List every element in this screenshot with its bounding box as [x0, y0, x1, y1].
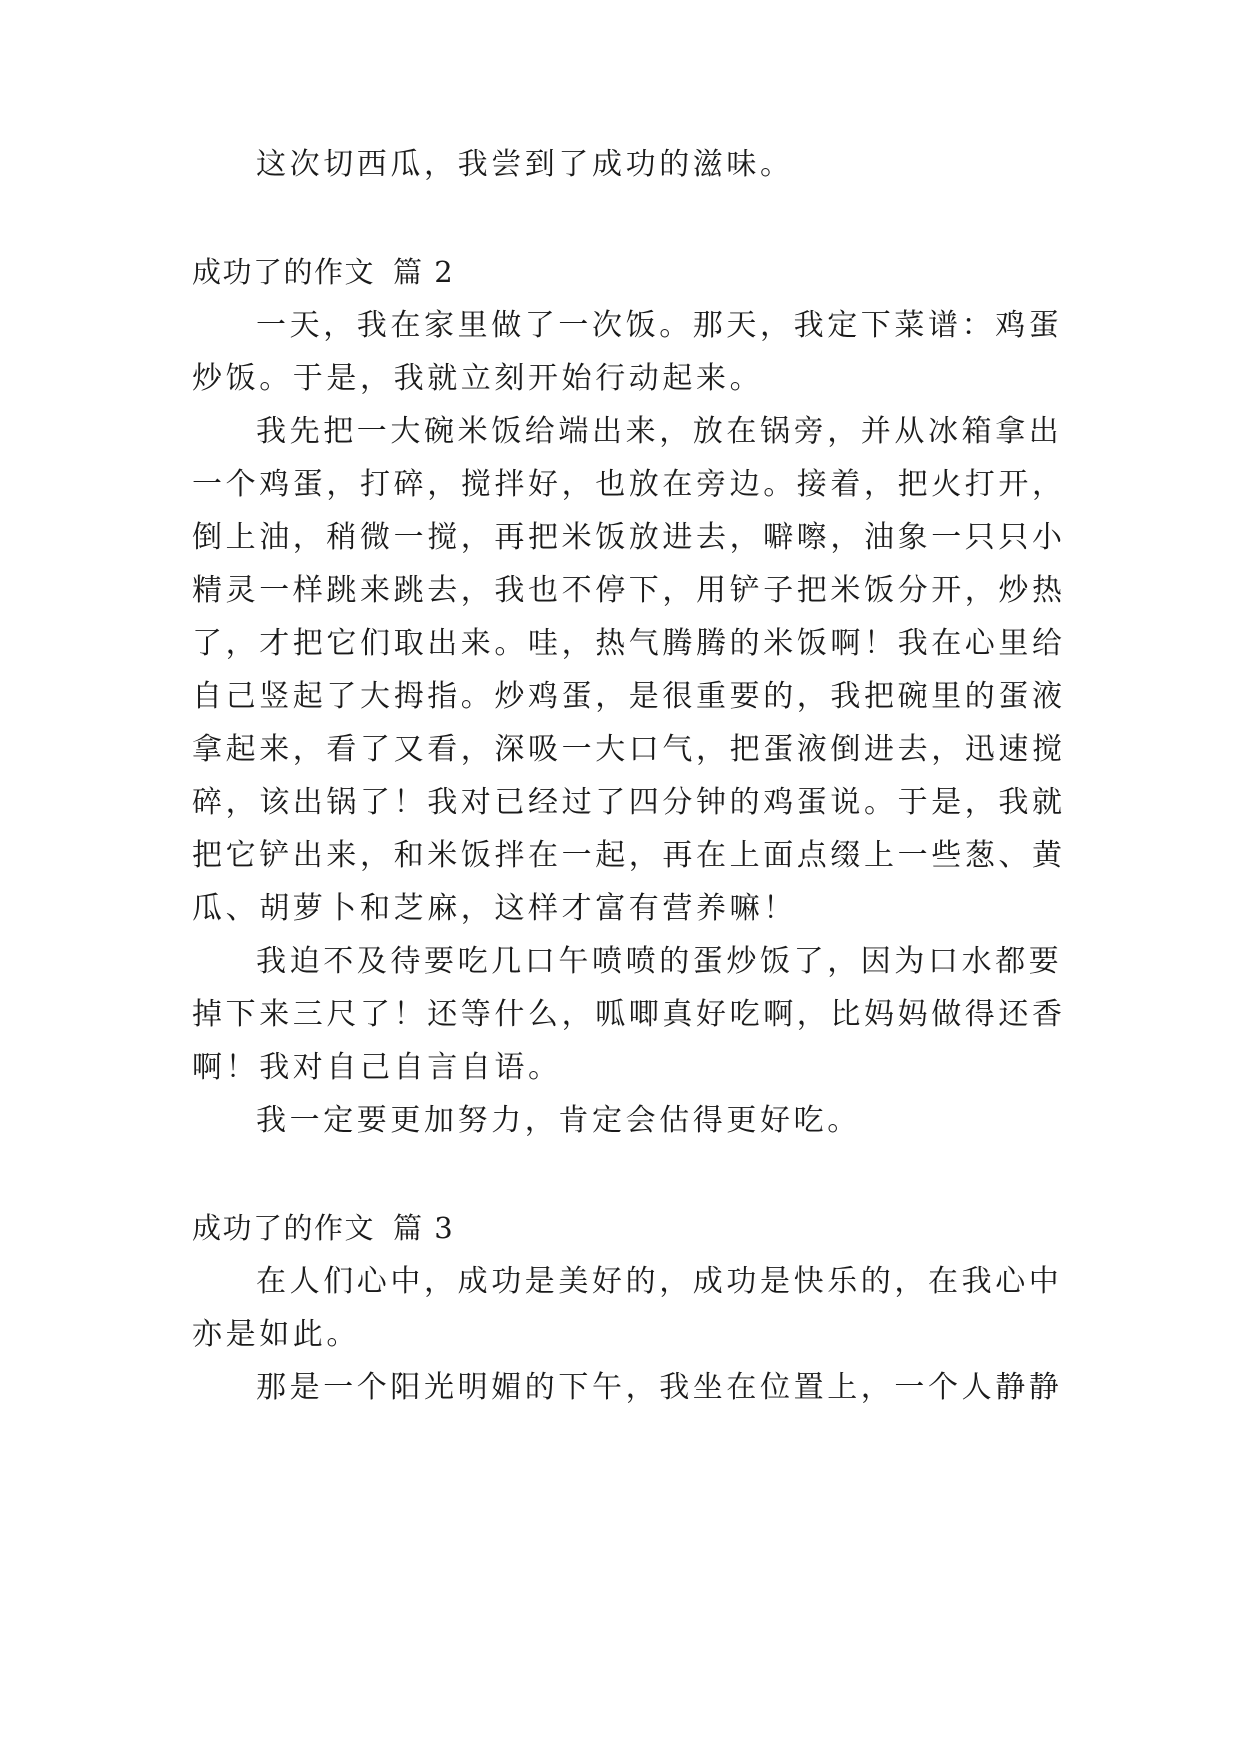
- paragraph-line: 瓜、胡萝卜和芝麻，这样才富有营养嘛！: [192, 891, 797, 926]
- paragraph-line: 把它铲出来，和米饭拌在一起，再在上面点缀上一些葱、黄: [192, 838, 1066, 873]
- paragraph-line: 一个鸡蛋，打碎，搅拌好，也放在旁边。接着，把火打开，: [192, 467, 1066, 502]
- paragraph-line: 啊！我对自己自言自语。: [192, 1050, 562, 1085]
- paragraph-line: 在人们心中，成功是美好的，成功是快乐的，在我心中: [256, 1264, 1063, 1299]
- paragraph-line: 自己竖起了大拇指。炒鸡蛋，是很重要的，我把碗里的蛋液: [192, 679, 1066, 714]
- paragraph-line: 那是一个阳光明媚的下午，我坐在位置上，一个人静静: [256, 1370, 1063, 1405]
- section-heading: [192, 1208, 1072, 1248]
- paragraph-line: 拿起来，看了又看，深吸一大口气，把蛋液倒进去，迅速搅: [192, 732, 1066, 767]
- paragraph-line: 了，才把它们取出来。哇，热气腾腾的米饭啊！我在心里给: [192, 626, 1066, 661]
- paragraph-line: 炒饭。于是，我就立刻开始行动起来。: [192, 361, 764, 396]
- section-number: 篇 2: [393, 255, 455, 289]
- paragraph-line: 掉下来三尺了！还等什么，呱唧真好吃啊，比妈妈做得还香: [192, 997, 1066, 1032]
- section-title: 成功了的作文: [192, 1211, 376, 1245]
- paragraph-line: 我先把一大碗米饭给端出来，放在锅旁，并从冰箱拿出: [256, 414, 1063, 449]
- paragraph-line: 这次切西瓜，我尝到了成功的滋味。: [256, 147, 794, 182]
- paragraph-line: 我迫不及待要吃几口午喷喷的蛋炒饭了，因为口水都要: [256, 944, 1063, 979]
- paragraph-line: 倒上油，稍微一搅，再把米饭放进去，噼嚓，油象一只只小: [192, 520, 1066, 555]
- section-number: 篇 3: [393, 1211, 455, 1245]
- paragraph-line: 亦是如此。: [192, 1317, 360, 1352]
- section-heading: [192, 252, 1072, 292]
- section-title: 成功了的作文: [192, 255, 376, 289]
- paragraph-line: 精灵一样跳来跳去，我也不停下，用铲子把米饭分开，炒热: [192, 573, 1066, 608]
- paragraph-line: 一天，我在家里做了一次饭。那天，我定下菜谱：鸡蛋: [256, 308, 1063, 343]
- paragraph-line: 我一定要更加努力，肯定会估得更好吃。: [256, 1103, 861, 1138]
- paragraph-line: 碎，该出锅了！我对已经过了四分钟的鸡蛋说。于是，我就: [192, 785, 1066, 820]
